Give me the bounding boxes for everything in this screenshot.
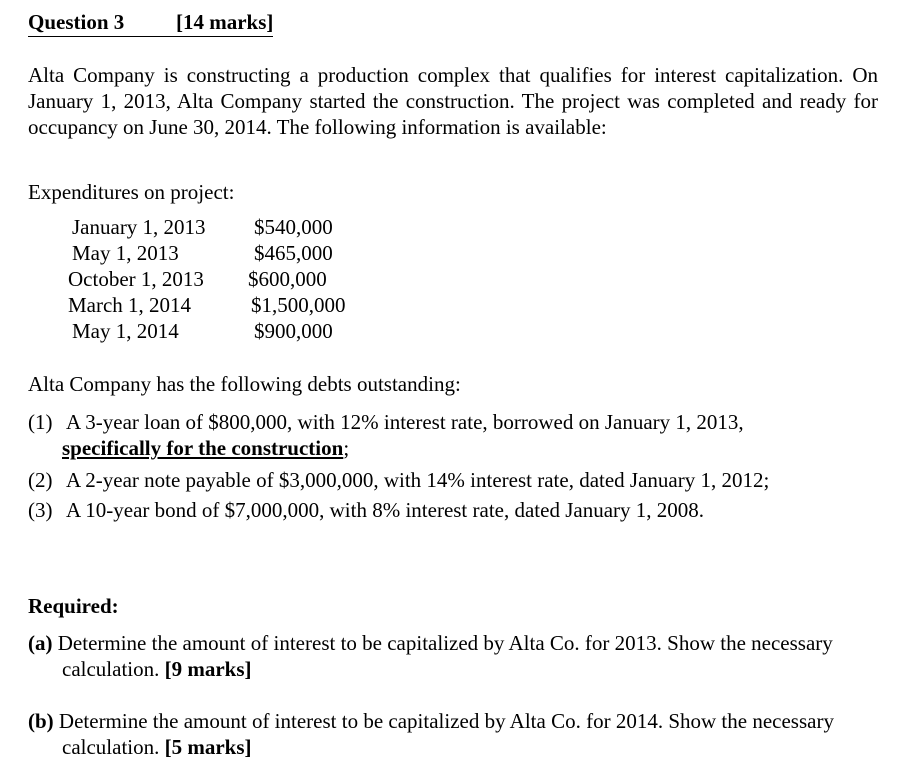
debt-item-3 [28, 497, 704, 523]
expenditure-amount: $1,500,000 [251, 293, 346, 317]
required-marks: [5 marks] [164, 735, 252, 759]
debt-tail: ; [343, 436, 350, 460]
debt-item-1 [28, 409, 744, 435]
required-label: (b) [28, 709, 54, 733]
question-heading [28, 10, 273, 37]
expenditure-date: January 1, 2013 [72, 215, 206, 239]
expenditure-amount: $900,000 [254, 319, 333, 343]
debt-underlined-text: specifically for the construction [62, 436, 344, 460]
required-item-b [28, 708, 834, 734]
required-text: calculation. [62, 735, 160, 759]
debt-number: (2) [28, 468, 53, 492]
debt-number: (1) [28, 410, 53, 434]
expenditure-date: October 1, 2013 [68, 267, 204, 291]
required-text: calculation. [62, 657, 160, 681]
required-text: Determine the amount of interest to be capitalized by Alta Co. for 2013. Show the necessary [57, 631, 833, 655]
expenditure-date: May 1, 2014 [72, 319, 179, 343]
required-item-a-continued [62, 656, 252, 682]
required-item-a [28, 630, 833, 656]
question-marks: [14 marks] [176, 10, 273, 37]
intro-paragraph: Alta Company is constructing a production complex that qualifies for interest capitalization. On January 1, 2013, Alta Company started the construction. The project was completed and ready for occupancy on June 30, 2014. The following information is available: [28, 63, 878, 139]
expenditures-label: Expenditures on project: [28, 180, 235, 204]
debt-number: (3) [28, 498, 53, 522]
expenditure-date: March 1, 2014 [68, 293, 192, 317]
required-text: Determine the amount of interest to be capitalized by Alta Co. for 2014. Show the necessary [58, 709, 834, 733]
question-number: Question 3 [28, 10, 176, 37]
required-marks: [9 marks] [164, 657, 252, 681]
debt-text: A 10-year bond of $7,000,000, with 8% interest rate, dated January 1, 2008. [66, 498, 705, 522]
expenditure-amount: $540,000 [254, 215, 333, 239]
debt-text: A 2-year note payable of $3,000,000, with 14% interest rate, dated January 1, 2012; [66, 468, 770, 492]
debt-text: A 3-year loan of $800,000, with 12% interest rate, borrowed on January 1, 2013, [66, 410, 744, 434]
required-item-b-continued [62, 734, 252, 760]
debts-intro: Alta Company has the following debts outstanding: [28, 372, 461, 396]
debt-item-2 [28, 467, 769, 493]
required-title: Required: [28, 594, 119, 618]
expenditure-date: May 1, 2013 [72, 241, 179, 265]
debt-item-1-continued [62, 435, 349, 461]
expenditure-amount: $600,000 [248, 267, 327, 291]
required-label: (a) [28, 631, 53, 655]
expenditure-amount: $465,000 [254, 241, 333, 265]
